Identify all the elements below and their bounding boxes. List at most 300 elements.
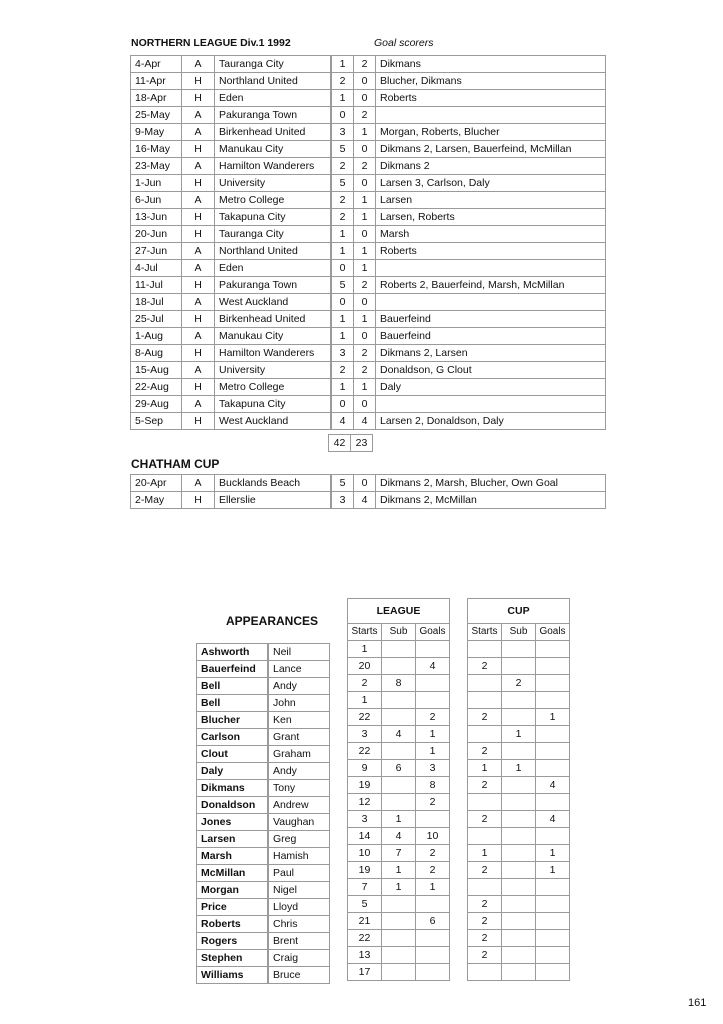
player-cup-row <box>468 862 570 879</box>
cup-goals <box>536 879 570 896</box>
league-goals: 1 <box>416 743 450 760</box>
player-first-name: Andy <box>268 763 330 780</box>
match-date: 18-Apr <box>131 90 182 107</box>
league-sub: 7 <box>382 845 416 862</box>
league-sub <box>382 794 416 811</box>
goals-for: 5 <box>331 141 354 158</box>
match-date: 11-Apr <box>131 73 182 90</box>
player-league-row <box>348 862 450 879</box>
league-goals: 8 <box>416 777 450 794</box>
league-starts: 19 <box>348 862 382 879</box>
goals-for: 2 <box>331 362 354 379</box>
fixture-row <box>131 107 606 124</box>
player-surname: Bell <box>197 695 269 712</box>
league-starts: 10 <box>348 845 382 862</box>
player-league-row <box>348 964 450 981</box>
player-cup-row <box>468 845 570 862</box>
goals-for: 4 <box>331 413 354 430</box>
cup-goals: 4 <box>536 811 570 828</box>
player-surname: McMillan <box>197 865 269 882</box>
match-date: 25-May <box>131 107 182 124</box>
col-starts: Starts <box>468 624 502 641</box>
league-goals <box>416 641 450 658</box>
cup-goals: 1 <box>536 862 570 879</box>
match-opponent: Pakuranga Town <box>215 107 332 124</box>
cup-starts <box>468 794 502 811</box>
match-opponent: West Auckland <box>215 294 332 311</box>
league-starts: 22 <box>348 743 382 760</box>
cup-starts: 2 <box>468 947 502 964</box>
match-venue: H <box>182 209 215 226</box>
player-row <box>197 763 330 780</box>
cup-sub <box>502 913 536 930</box>
appearances-title: APPEARANCES <box>226 614 319 628</box>
match-date: 22-Aug <box>131 379 182 396</box>
cup-goals <box>536 913 570 930</box>
player-row <box>197 797 330 814</box>
league-sub <box>382 896 416 913</box>
goals-for: 1 <box>331 328 354 345</box>
player-surname: Jones <box>197 814 269 831</box>
goals-against: 0 <box>354 475 376 492</box>
cup-goals <box>536 692 570 709</box>
league-sub <box>382 692 416 709</box>
league-goals: 4 <box>416 658 450 675</box>
match-venue: H <box>182 345 215 362</box>
goals-for: 1 <box>331 90 354 107</box>
player-surname: Roberts <box>197 916 269 933</box>
cup-goals: 4 <box>536 777 570 794</box>
goals-against: 2 <box>354 345 376 362</box>
match-date: 9-May <box>131 124 182 141</box>
fixture-row <box>131 243 606 260</box>
match-scorers: Dikmans 2 <box>376 158 606 175</box>
match-opponent: Northland United <box>215 243 332 260</box>
league-fixtures-table <box>130 55 606 430</box>
goals-for: 1 <box>331 56 354 73</box>
cup-fixtures-table <box>130 474 606 509</box>
league-goals <box>416 811 450 828</box>
match-venue: A <box>182 362 215 379</box>
cup-starts: 2 <box>468 743 502 760</box>
fixture-row <box>131 277 606 294</box>
player-cup-row <box>468 675 570 692</box>
player-row <box>197 814 330 831</box>
cup-sub <box>502 862 536 879</box>
league-sub <box>382 913 416 930</box>
match-opponent: West Auckland <box>215 413 332 430</box>
match-date: 4-Jul <box>131 260 182 277</box>
league-starts: 7 <box>348 879 382 896</box>
cup-starts <box>468 675 502 692</box>
player-league-row <box>348 658 450 675</box>
cup-starts: 2 <box>468 709 502 726</box>
cup-goals <box>536 828 570 845</box>
match-scorers: Donaldson, G Clout <box>376 362 606 379</box>
match-date: 15-Aug <box>131 362 182 379</box>
goals-for: 2 <box>331 192 354 209</box>
fixture-row <box>131 475 606 492</box>
goals-for: 1 <box>331 379 354 396</box>
player-first-name: Nigel <box>268 882 330 899</box>
col-goals: Goals <box>416 624 450 641</box>
cup-starts: 1 <box>468 845 502 862</box>
match-scorers: Bauerfeind <box>376 311 606 328</box>
goals-for: 5 <box>331 175 354 192</box>
fixture-row <box>131 311 606 328</box>
cup-sub <box>502 896 536 913</box>
league-heading: LEAGUE <box>348 599 450 624</box>
match-opponent: University <box>215 175 332 192</box>
match-scorers: Dikmans 2, McMillan <box>376 492 606 509</box>
player-first-name: Bruce <box>268 967 330 984</box>
fixture-row <box>131 345 606 362</box>
goals-for: 2 <box>331 158 354 175</box>
match-venue: A <box>182 158 215 175</box>
appearances-names-table <box>196 643 330 984</box>
match-opponent: Tauranga City <box>215 226 332 243</box>
goals-against: 4 <box>354 492 376 509</box>
cup-starts: 2 <box>468 862 502 879</box>
league-sub <box>382 709 416 726</box>
col-sub: Sub <box>382 624 416 641</box>
player-first-name: John <box>268 695 330 712</box>
player-row <box>197 644 330 661</box>
fixture-row <box>131 396 606 413</box>
match-opponent: Manukau City <box>215 328 332 345</box>
match-scorers <box>376 396 606 413</box>
cup-starts <box>468 692 502 709</box>
goals-against: 2 <box>354 56 376 73</box>
match-opponent: Metro College <box>215 192 332 209</box>
player-league-row <box>348 794 450 811</box>
cup-sub <box>502 692 536 709</box>
player-cup-row <box>468 828 570 845</box>
match-venue: A <box>182 243 215 260</box>
match-venue: H <box>182 379 215 396</box>
player-row <box>197 848 330 865</box>
player-row <box>197 916 330 933</box>
cup-heading: CUP <box>468 599 570 624</box>
cup-goals <box>536 930 570 947</box>
match-date: 4-Apr <box>131 56 182 73</box>
league-starts: 14 <box>348 828 382 845</box>
fixture-row <box>131 73 606 90</box>
player-league-row <box>348 879 450 896</box>
match-scorers: Blucher, Dikmans <box>376 73 606 90</box>
player-row <box>197 933 330 950</box>
fixture-row <box>131 379 606 396</box>
match-scorers: Dikmans 2, Larsen, Bauerfeind, McMillan <box>376 141 606 158</box>
match-opponent: Birkenhead United <box>215 124 332 141</box>
fixture-row <box>131 209 606 226</box>
cup-goals: 1 <box>536 845 570 862</box>
player-surname: Larsen <box>197 831 269 848</box>
match-date: 11-Jul <box>131 277 182 294</box>
player-league-row <box>348 675 450 692</box>
cup-starts: 2 <box>468 777 502 794</box>
player-row <box>197 882 330 899</box>
player-row <box>197 712 330 729</box>
cup-goals <box>536 726 570 743</box>
fixture-row <box>131 294 606 311</box>
player-cup-row <box>468 726 570 743</box>
player-surname: Bauerfeind <box>197 661 269 678</box>
total-goals-against: 23 <box>351 435 373 452</box>
player-row <box>197 661 330 678</box>
league-sub: 8 <box>382 675 416 692</box>
match-scorers: Roberts <box>376 90 606 107</box>
player-first-name: Brent <box>268 933 330 950</box>
player-first-name: Hamish <box>268 848 330 865</box>
cup-goals <box>536 896 570 913</box>
match-date: 2-May <box>131 492 182 509</box>
player-row <box>197 899 330 916</box>
player-first-name: Lloyd <box>268 899 330 916</box>
league-starts: 12 <box>348 794 382 811</box>
match-scorers: Bauerfeind <box>376 328 606 345</box>
match-scorers: Dikmans 2, Larsen <box>376 345 606 362</box>
league-starts: 5 <box>348 896 382 913</box>
player-surname: Marsh <box>197 848 269 865</box>
goals-against: 0 <box>354 90 376 107</box>
league-sub: 6 <box>382 760 416 777</box>
league-sub <box>382 930 416 947</box>
goals-for: 1 <box>331 311 354 328</box>
cup-sub <box>502 794 536 811</box>
cup-starts: 2 <box>468 658 502 675</box>
league-sub: 4 <box>382 726 416 743</box>
cup-appearances-table <box>467 598 570 981</box>
league-totals <box>328 434 373 452</box>
league-starts: 1 <box>348 641 382 658</box>
goals-for: 1 <box>331 226 354 243</box>
player-row <box>197 729 330 746</box>
cup-goals <box>536 641 570 658</box>
player-row <box>197 678 330 695</box>
cup-goals <box>536 675 570 692</box>
league-starts: 22 <box>348 930 382 947</box>
cup-sub: 2 <box>502 675 536 692</box>
match-date: 16-May <box>131 141 182 158</box>
player-first-name: Graham <box>268 746 330 763</box>
player-cup-row <box>468 641 570 658</box>
league-sub: 1 <box>382 862 416 879</box>
col-goals: Goals <box>536 624 570 641</box>
league-goals: 1 <box>416 879 450 896</box>
player-row <box>197 780 330 797</box>
match-venue: H <box>182 492 215 509</box>
player-surname: Morgan <box>197 882 269 899</box>
player-cup-row <box>468 692 570 709</box>
league-sub <box>382 641 416 658</box>
fixture-row <box>131 328 606 345</box>
match-opponent: Takapuna City <box>215 396 332 413</box>
player-cup-row <box>468 743 570 760</box>
match-date: 20-Jun <box>131 226 182 243</box>
cup-goals <box>536 947 570 964</box>
match-venue: A <box>182 107 215 124</box>
match-venue: H <box>182 175 215 192</box>
match-opponent: Northland United <box>215 73 332 90</box>
league-appearances-table <box>347 598 450 981</box>
league-starts: 22 <box>348 709 382 726</box>
league-goals: 2 <box>416 709 450 726</box>
cup-title: CHATHAM CUP <box>131 457 220 471</box>
league-starts: 9 <box>348 760 382 777</box>
goals-for: 5 <box>331 277 354 294</box>
col-sub: Sub <box>502 624 536 641</box>
player-row <box>197 865 330 882</box>
player-cup-row <box>468 879 570 896</box>
cup-sub <box>502 964 536 981</box>
match-opponent: Tauranga City <box>215 56 332 73</box>
player-league-row <box>348 930 450 947</box>
league-starts: 13 <box>348 947 382 964</box>
match-venue: H <box>182 73 215 90</box>
cup-sub <box>502 709 536 726</box>
fixture-row <box>131 192 606 209</box>
match-venue: H <box>182 277 215 294</box>
goals-against: 0 <box>354 73 376 90</box>
player-first-name: Andrew <box>268 797 330 814</box>
league-sub <box>382 658 416 675</box>
cup-sub <box>502 828 536 845</box>
league-goals <box>416 947 450 964</box>
goals-against: 2 <box>354 158 376 175</box>
page-number: 161 <box>688 997 707 1009</box>
fixture-row <box>131 492 606 509</box>
player-surname: Clout <box>197 746 269 763</box>
player-surname: Bell <box>197 678 269 695</box>
goals-against: 0 <box>354 294 376 311</box>
match-venue: A <box>182 475 215 492</box>
cup-goals <box>536 760 570 777</box>
goals-against: 2 <box>354 362 376 379</box>
league-starts: 21 <box>348 913 382 930</box>
goal-scorers-heading: Goal scorers <box>374 37 434 49</box>
match-scorers: Roberts <box>376 243 606 260</box>
match-date: 18-Jul <box>131 294 182 311</box>
league-starts: 20 <box>348 658 382 675</box>
league-sub <box>382 743 416 760</box>
cup-starts <box>468 964 502 981</box>
goals-for: 0 <box>331 294 354 311</box>
match-venue: A <box>182 260 215 277</box>
fixture-row <box>131 158 606 175</box>
player-row <box>197 695 330 712</box>
match-date: 5-Sep <box>131 413 182 430</box>
player-league-row <box>348 692 450 709</box>
match-date: 6-Jun <box>131 192 182 209</box>
match-scorers: Daly <box>376 379 606 396</box>
goals-against: 0 <box>354 175 376 192</box>
total-goals-for: 42 <box>329 435 351 452</box>
match-opponent: Hamilton Wanderers <box>215 158 332 175</box>
player-league-row <box>348 709 450 726</box>
goals-for: 3 <box>331 492 354 509</box>
match-venue: A <box>182 56 215 73</box>
match-venue: A <box>182 192 215 209</box>
league-starts: 3 <box>348 811 382 828</box>
match-venue: A <box>182 328 215 345</box>
goals-against: 0 <box>354 141 376 158</box>
cup-starts <box>468 726 502 743</box>
match-scorers: Dikmans <box>376 56 606 73</box>
match-date: 29-Aug <box>131 396 182 413</box>
match-date: 27-Jun <box>131 243 182 260</box>
league-goals <box>416 692 450 709</box>
fixture-row <box>131 56 606 73</box>
fixture-row <box>131 175 606 192</box>
league-starts: 17 <box>348 964 382 981</box>
player-row <box>197 967 330 984</box>
player-cup-row <box>468 709 570 726</box>
player-row <box>197 831 330 848</box>
cup-sub <box>502 811 536 828</box>
goals-against: 2 <box>354 277 376 294</box>
player-row <box>197 746 330 763</box>
league-sub <box>382 964 416 981</box>
match-venue: H <box>182 226 215 243</box>
league-goals <box>416 930 450 947</box>
league-starts: 3 <box>348 726 382 743</box>
cup-starts <box>468 879 502 896</box>
cup-sub: 1 <box>502 726 536 743</box>
league-sub <box>382 777 416 794</box>
match-venue: H <box>182 90 215 107</box>
fixture-row <box>131 90 606 107</box>
fixture-row <box>131 124 606 141</box>
goals-for: 0 <box>331 260 354 277</box>
player-league-row <box>348 811 450 828</box>
match-scorers: Larsen <box>376 192 606 209</box>
player-first-name: Lance <box>268 661 330 678</box>
player-surname: Ashworth <box>197 644 269 661</box>
cup-starts <box>468 641 502 658</box>
match-venue: A <box>182 294 215 311</box>
match-date: 1-Jun <box>131 175 182 192</box>
league-sub: 1 <box>382 811 416 828</box>
cup-goals: 1 <box>536 709 570 726</box>
player-surname: Rogers <box>197 933 269 950</box>
match-opponent: Birkenhead United <box>215 311 332 328</box>
match-opponent: Bucklands Beach <box>215 475 332 492</box>
goals-for: 2 <box>331 209 354 226</box>
match-scorers <box>376 260 606 277</box>
player-first-name: Grant <box>268 729 330 746</box>
match-opponent: Ellerslie <box>215 492 332 509</box>
goals-against: 1 <box>354 192 376 209</box>
goals-against: 1 <box>354 311 376 328</box>
fixture-row <box>131 413 606 430</box>
player-row <box>197 950 330 967</box>
col-starts: Starts <box>348 624 382 641</box>
player-first-name: Ken <box>268 712 330 729</box>
match-opponent: University <box>215 362 332 379</box>
match-scorers: Roberts 2, Bauerfeind, Marsh, McMillan <box>376 277 606 294</box>
player-league-row <box>348 947 450 964</box>
league-starts: 1 <box>348 692 382 709</box>
goals-against: 1 <box>354 260 376 277</box>
player-first-name: Paul <box>268 865 330 882</box>
match-opponent: Pakuranga Town <box>215 277 332 294</box>
player-first-name: Chris <box>268 916 330 933</box>
player-league-row <box>348 845 450 862</box>
match-venue: A <box>182 396 215 413</box>
player-surname: Williams <box>197 967 269 984</box>
goals-for: 5 <box>331 475 354 492</box>
